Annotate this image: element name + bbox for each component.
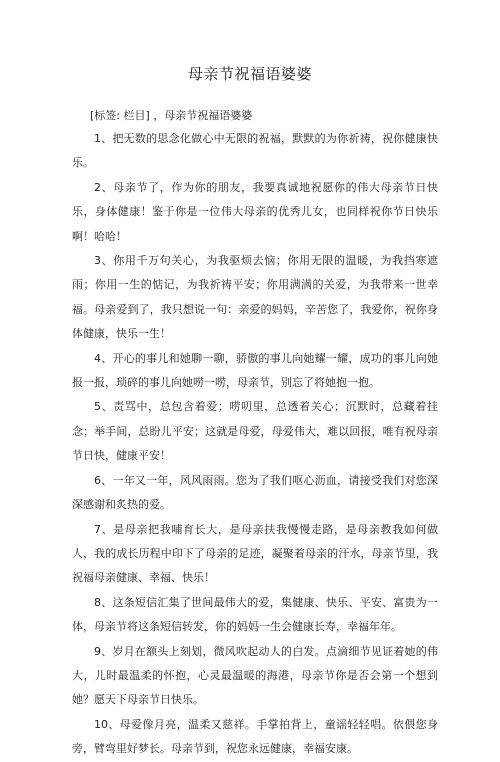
paragraph: 2、母亲节了，作为你的朋友，我要真诚地祝愿你的伟大母亲节日快乐，身体健康！鉴于你是一位伟大母亲的优秀儿女，也同样祝你节日快乐啊！哈哈！ [72,180,438,243]
paragraph: 1、把无数的思念化做心中无限的祝福，默默的为你祈祷，祝你健康快乐。 [72,132,438,170]
paragraph: 5、责骂中，总包含着爱；唠叨里，总透着关心；沉默时，总藏着挂念；举手间，总盼儿平安；这就是母爱，母爱伟大，难以回报，唯有祝母亲节日快，健康平安！ [72,400,438,463]
paragraph: 10、母爱像月亮，温柔又慈祥。手掌拍背上，童谣轻轻唱。依偎您身旁，臂弯里好梦长。母亲节到，祝您永远健康，幸福安康。 [72,717,438,756]
document-body [72,127,438,762]
paragraph: 3、你用千万句关心，为我驱烦去恼；你用无限的温暖，为我挡寒遮雨；你用一生的惦记，为我祈祷平安；你用满满的关爱，为我带来一世幸福。母亲爱到了，我只想说一句：亲爱的妈妈，辛苦您了，我爱你，祝你身体健康，快乐一生！ [72,254,438,341]
paragraph: 6、一年又一年，风风雨雨。您为了我们呕心沥血，请接受我们对您深深感谢和炙热的爱。 [72,473,438,512]
paragraph: 7、是母亲把我哺育长大，是母亲扶我慢慢走路，是母亲教我如何做人，我的成长历程中印下了母亲的足迹，凝聚着母亲的汗水，母亲节里，我祝福母亲健康、幸福、快乐！ [72,522,438,585]
document-title: 母亲节祝福语婆婆 [187,65,312,83]
paragraph: 4、开心的事儿和她聊一聊，骄傲的事儿向她耀一耀，成功的事儿向她报一报，琐碎的事儿向她唠一唠，母亲节，别忘了将她抱一抱。 [72,351,438,390]
paragraph: 9、岁月在额头上刻划，微风吹起动人的白发。点滴细节见证着她的伟大，儿时最温柔的怀抱，心灵最温暖的海港，母亲节你是否会第一个想到她？愿天下母亲节日快乐。 [72,644,438,707]
tag-line: [标签: 栏目] ，母亲节祝福语婆婆 [90,109,253,122]
paragraph: 8、这条短信汇集了世间最伟大的爱，集健康、快乐、平安、富贵为一体，母亲节将这条短信转发，你的妈妈一生会健康长寿，幸福年年。 [72,595,438,634]
